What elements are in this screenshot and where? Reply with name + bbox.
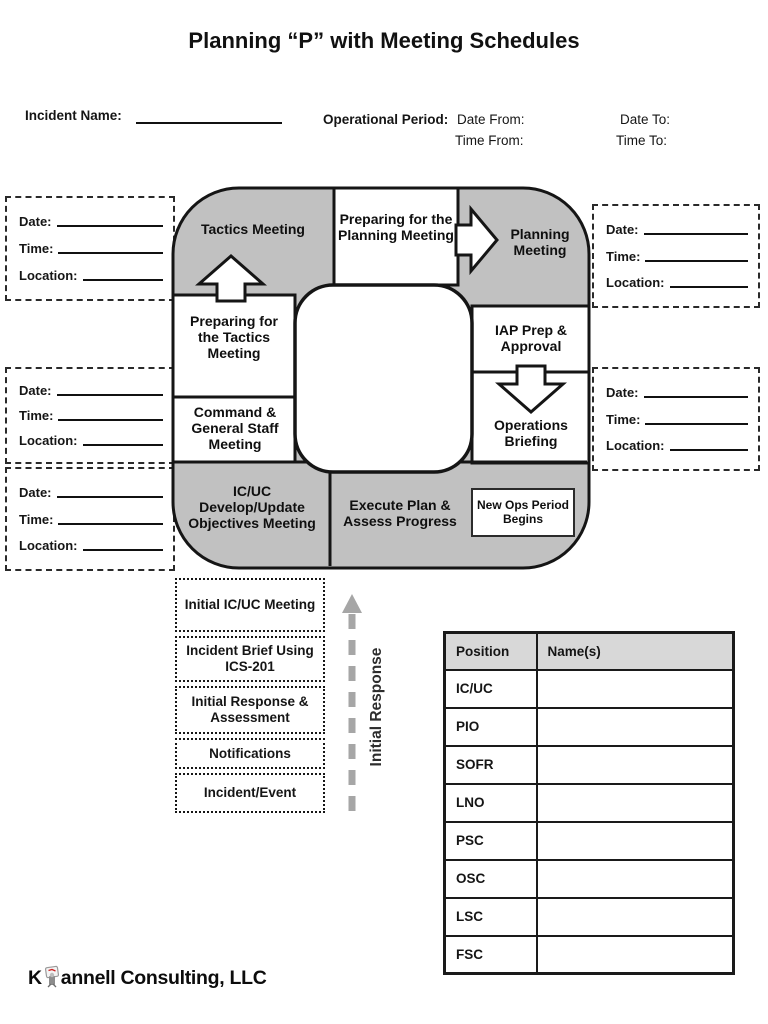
initial-response-arrowhead-icon bbox=[342, 594, 362, 613]
iap-prep-label: IAP Prep & Approval bbox=[494, 322, 568, 354]
position-cell: PIO bbox=[445, 708, 537, 746]
time-label: Time: bbox=[606, 248, 641, 264]
leg-box-initial-response-assessment: Initial Response & Assessment bbox=[175, 686, 325, 734]
date-label: Date: bbox=[19, 484, 52, 500]
icuc-objectives-label: IC/UC Develop/Update Objectives Meeting bbox=[188, 483, 316, 531]
brand-prefix: K bbox=[28, 966, 42, 989]
date-label: Date: bbox=[19, 383, 52, 398]
date-label: Date: bbox=[606, 384, 639, 400]
command-staff-label: Command & General Staff Meeting bbox=[191, 404, 279, 452]
position-cell: LNO bbox=[445, 784, 537, 822]
initial-response-label: Initial Response bbox=[368, 647, 385, 767]
operational-period-label: Operational Period: bbox=[323, 112, 449, 127]
table-row bbox=[445, 784, 734, 822]
preparing-tactics-label: Preparing for the Tactics Meeting bbox=[190, 313, 278, 361]
location-label: Location: bbox=[19, 268, 78, 283]
position-cell: IC/UC bbox=[445, 670, 537, 708]
table-row bbox=[445, 860, 734, 898]
location-label: Location: bbox=[606, 275, 665, 291]
date-to-label: Date To: bbox=[620, 112, 671, 127]
names-cell bbox=[537, 898, 734, 936]
leg-box-initial-icuc-meeting: Initial IC/UC Meeting bbox=[175, 578, 325, 632]
time-label: Time: bbox=[19, 511, 54, 527]
names-cell bbox=[537, 670, 734, 708]
table-row bbox=[445, 708, 734, 746]
location-label: Location: bbox=[606, 438, 665, 454]
center-box bbox=[295, 285, 472, 472]
preparing-planning-label: Preparing for the Planning Meeting bbox=[338, 211, 454, 243]
table-row bbox=[445, 898, 734, 936]
position-cell: FSC bbox=[445, 936, 537, 974]
table-row bbox=[445, 822, 734, 860]
position-header: Position bbox=[445, 633, 537, 670]
names-header: Name(s) bbox=[537, 633, 734, 670]
time-label: Time: bbox=[606, 411, 641, 427]
location-label: Location: bbox=[19, 433, 78, 448]
position-cell: PSC bbox=[445, 822, 537, 860]
table-row bbox=[445, 746, 734, 784]
position-table bbox=[443, 631, 735, 975]
tactics-meeting-label: Tactics Meeting bbox=[201, 221, 305, 237]
operations-briefing-label: Operations Briefing bbox=[494, 417, 568, 449]
date-label: Date: bbox=[606, 221, 639, 237]
table-row bbox=[445, 670, 734, 708]
leg-box-notifications: Notifications bbox=[175, 738, 325, 769]
date-label: Date: bbox=[19, 214, 52, 229]
logo-icon bbox=[43, 965, 61, 989]
position-cell: SOFR bbox=[445, 746, 537, 784]
leg-box-incident-event: Incident/Event bbox=[175, 773, 325, 813]
new-ops-label: New Ops Period Begins bbox=[476, 498, 570, 526]
date-from-label: Date From: bbox=[457, 112, 525, 127]
names-cell bbox=[537, 708, 734, 746]
time-label: Time: bbox=[19, 241, 54, 256]
leg-box-incident-brief: Incident Brief Using ICS-201 bbox=[175, 636, 325, 682]
names-cell bbox=[537, 860, 734, 898]
time-to-label: Time To: bbox=[616, 133, 668, 148]
table-header-row bbox=[445, 633, 734, 670]
names-cell bbox=[537, 784, 734, 822]
names-cell bbox=[537, 746, 734, 784]
names-cell bbox=[537, 822, 734, 860]
names-cell bbox=[537, 936, 734, 974]
execute-plan-label: Execute Plan & Assess Progress bbox=[343, 497, 457, 529]
location-label: Location: bbox=[19, 538, 78, 554]
table-row bbox=[445, 936, 734, 974]
time-from-label: Time From: bbox=[455, 133, 524, 148]
planning-meeting-label: Planning Meeting bbox=[510, 226, 570, 258]
brand-suffix: annell Consulting, LLC bbox=[60, 966, 267, 989]
page-title: Planning “P” with Meeting Schedules bbox=[188, 28, 580, 53]
position-cell: OSC bbox=[445, 860, 537, 898]
time-label: Time: bbox=[19, 408, 54, 423]
footer-brand bbox=[28, 964, 267, 992]
position-cell: LSC bbox=[445, 898, 537, 936]
incident-name-label: Incident Name: bbox=[25, 108, 122, 123]
